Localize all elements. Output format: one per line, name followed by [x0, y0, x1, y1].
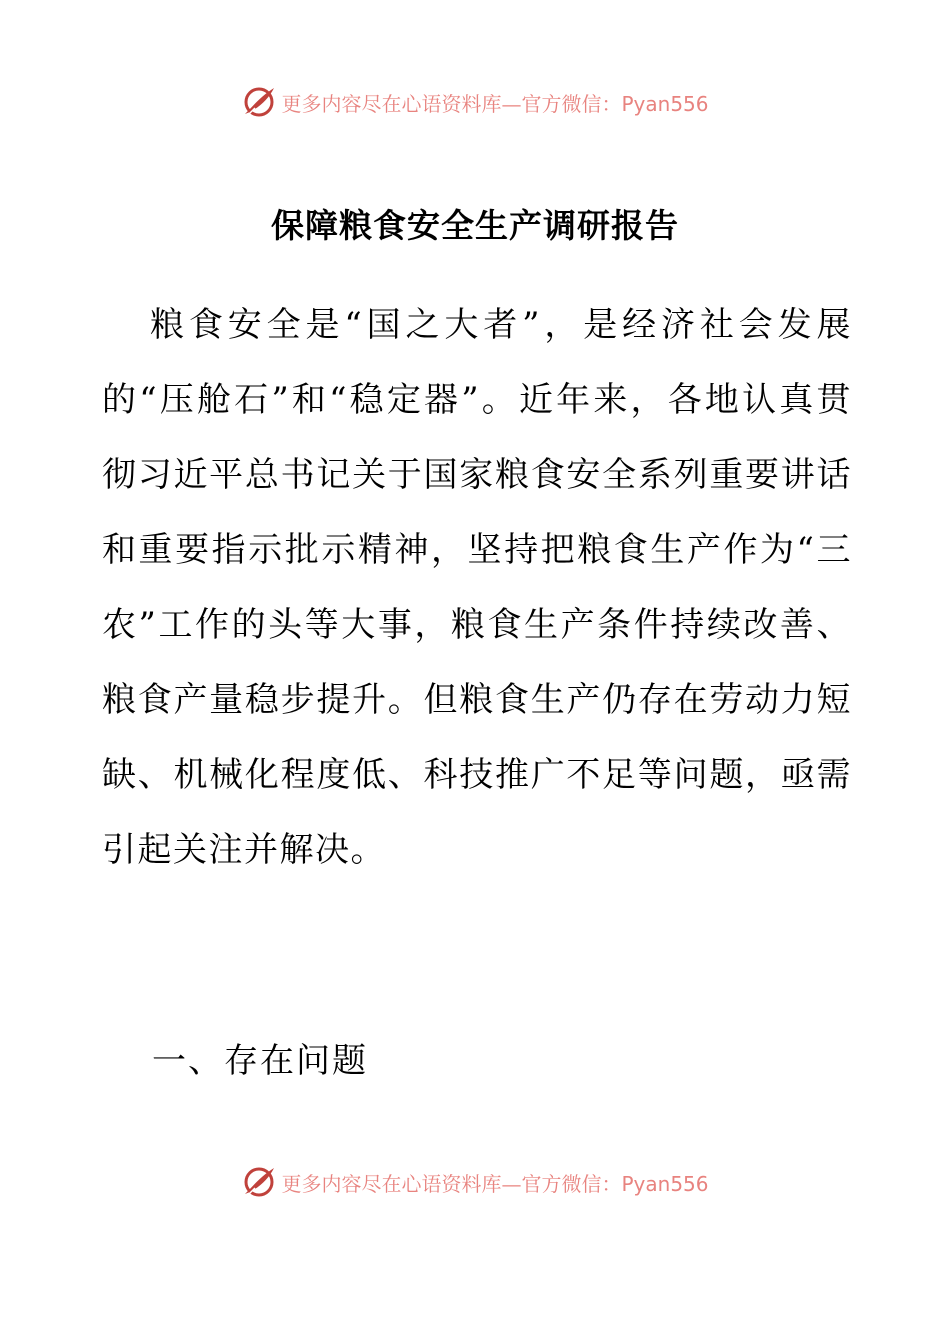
watermark-footer: [0, 1160, 950, 1204]
document-title: 保障粮食安全生产调研报告: [271, 206, 679, 245]
watermark-text-cn: 更多内容尽在心语资料库—官方微信：: [281, 91, 622, 116]
watermark-header: [0, 80, 950, 124]
quill-pen-logo-icon: [241, 84, 277, 120]
watermark-text-cn: 更多内容尽在心语资料库—官方微信：: [281, 1171, 622, 1196]
watermark-wechat-id: Pyan556: [621, 91, 709, 116]
watermark-text: [281, 1168, 708, 1197]
quill-pen-logo-icon: [241, 1164, 277, 1200]
section-heading: 一、存在问题: [152, 1041, 368, 1081]
watermark-text: [281, 88, 708, 117]
watermark-wechat-id: Pyan556: [621, 1171, 709, 1196]
intro-paragraph: 粮食安全是“国之大者”，是经济社会发展的“压舱石”和“稳定器”。近年来，各地认真贯彻习近平总书记关于国家粮食安全系列重要讲话和重要指示批示精神，坚持把粮食生产作为“三农”工作的头等大事，粮食生产条件持续改善、粮食产量稳步提升。但粮食生产仍存在劳动力短缺、机械化程度低、科技推广不足等问题，亟需引起关注并解决。: [102, 305, 852, 870]
